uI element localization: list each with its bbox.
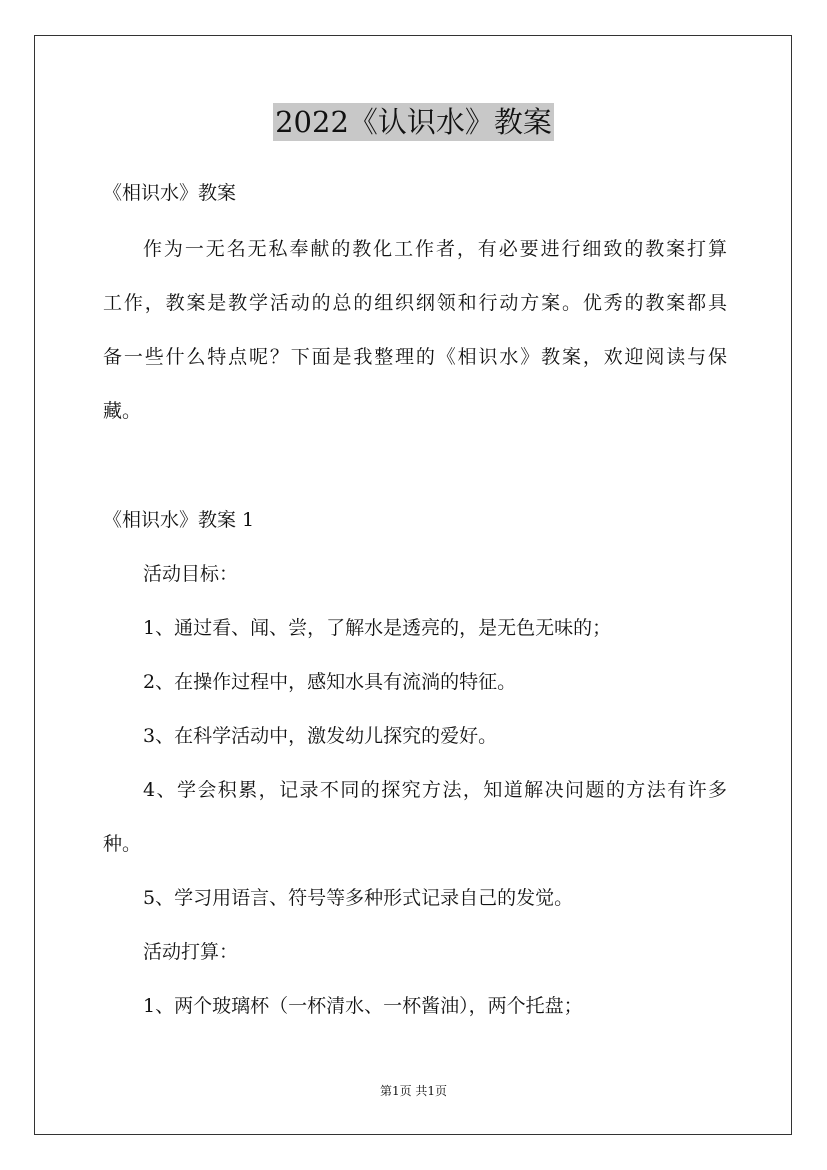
goals-heading: 活动目标： xyxy=(143,563,239,585)
prep-item-1: 1、两个玻璃杯（一杯清水、一杯酱油），两个托盘； xyxy=(143,995,583,1017)
goal-item-3: 3、在科学活动中，激发幼儿探究的爱好。 xyxy=(143,725,498,747)
document-title: 2022《认识水》教案 xyxy=(275,105,552,139)
goal-item-2: 2、在操作过程中，感知水具有流淌的特征。 xyxy=(143,671,517,693)
goal-item-5: 5、学习用语言、符号等多种形式记录自己的发觉。 xyxy=(143,887,574,909)
prep-heading: 活动打算： xyxy=(143,941,239,963)
goal-item-4: 4、学会积累，记录不同的探究方法，知道解决问题的方法有许多 xyxy=(143,779,727,801)
intro-line-1: 作为一无名无私奉献的教化工作者，有必要进行细致的教案打算 xyxy=(143,238,727,260)
intro-line-2: 工作，教案是教学活动的总的组织纲领和行动方案。优秀的教案都具 xyxy=(103,292,727,314)
goal-item-1: 1、通过看、闻、尝，了解水是透亮的，是无色无味的； xyxy=(143,617,612,639)
document-subtitle: 《相识水》教案 xyxy=(103,182,237,204)
intro-line-3: 备一些什么特点呢？下面是我整理的《相识水》教案，欢迎阅读与保 xyxy=(103,346,727,368)
goal-item-4-continued: 种。 xyxy=(103,833,142,855)
intro-line-4: 藏。 xyxy=(103,400,142,422)
title-container xyxy=(0,103,827,141)
section-heading: 《相识水》教案 1 xyxy=(103,509,255,531)
page-footer: 第1页 共1页 xyxy=(379,1084,448,1098)
